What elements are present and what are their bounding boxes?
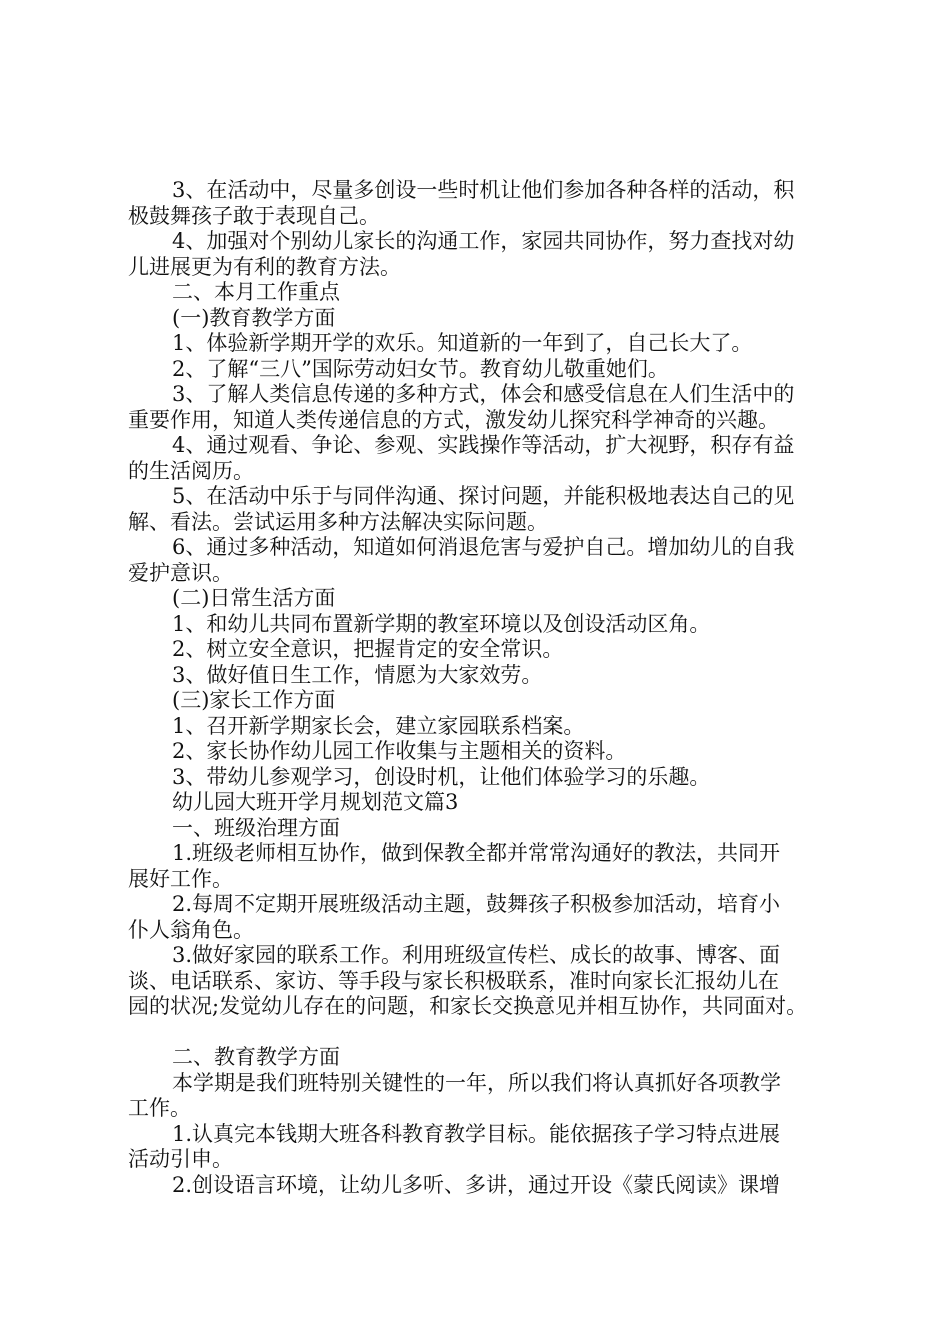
text-line: 解、看法。尝试运用多种方法解决实际问题。 bbox=[128, 509, 548, 534]
text-line: 2、家长协作幼儿园工作收集与主题相关的资料。 bbox=[172, 739, 627, 763]
text-line: 工作。 bbox=[128, 1096, 191, 1120]
text-line: 幼儿园大班开学月规划范文篇3 bbox=[172, 790, 459, 814]
text-line: 2、了解“三八”国际劳动妇女节。教育幼儿敬重她们。 bbox=[172, 356, 669, 381]
text-line: 园的状况;发觉幼儿存在的问题，和家长交换意见并相互协作，共同面对。 bbox=[128, 994, 808, 1018]
text-line: (三)家长工作方面 bbox=[172, 688, 336, 712]
text-line: 2、树立安全意识，把握肯定的安全常识。 bbox=[172, 637, 564, 661]
text-line: (一)教育教学方面 bbox=[172, 305, 336, 330]
text-line: 3、了解人类信息传递的多种方式，体会和感受信息在人们生活中的 bbox=[172, 382, 795, 406]
text-line: 爱护意识。 bbox=[128, 560, 233, 585]
text-line: 重要作用，知道人类传递信息的方式，激发幼儿探究科学神奇的兴趣。 bbox=[128, 407, 779, 432]
text-line: 2.每周不定期开展班级活动主题，鼓舞孩子积极参加活动，培育小 bbox=[172, 892, 781, 916]
document-body bbox=[128, 178, 828, 1198]
text-line: 儿进展更为有利的教育方法。 bbox=[128, 254, 401, 279]
text-line: 3、带幼儿参观学习，创设时机，让他们体验学习的乐趣。 bbox=[172, 764, 711, 789]
text-line: 3.做好家园的联系工作。利用班级宣传栏、成长的故事、博客、面 bbox=[172, 943, 781, 967]
text-line: 谈、电话联系、家访、等手段与家长积极联系，准时向家长汇报幼儿在 bbox=[128, 968, 779, 993]
blank-line bbox=[128, 1020, 828, 1046]
text-line: 仆人翁角色。 bbox=[128, 917, 254, 942]
text-line: 2.创设语言环境，让幼儿多听、多讲，通过开设《蒙氏阅读》课增 bbox=[172, 1172, 781, 1197]
text-line: 二、教育教学方面 bbox=[172, 1045, 340, 1069]
text-line: 1.班级老师相互协作，做到保教全都并常常沟通好的教法，共同开 bbox=[172, 841, 781, 865]
text-line: 展好工作。 bbox=[128, 866, 233, 891]
text-line: 一、班级治理方面 bbox=[172, 815, 340, 840]
text-line: 1、召开新学期家长会，建立家园联系档案。 bbox=[172, 713, 585, 738]
text-line: 4、加强对个别幼儿家长的沟通工作，家园共同协作，努力查找对幼 bbox=[172, 229, 795, 253]
text-line: 本学期是我们班特别关键性的一年，所以我们将认真抓好各项教学 bbox=[172, 1070, 781, 1095]
text-line: 5、在活动中乐于与同伴沟通、探讨问题，并能积极地表达自己的见 bbox=[172, 484, 795, 508]
text-line: (二)日常生活方面 bbox=[172, 586, 336, 610]
text-line: 1、和幼儿共同布置新学期的教室环境以及创设活动区角。 bbox=[172, 611, 711, 636]
text-line: 1、体验新学期开学的欢乐。知道新的一年到了，自己长大了。 bbox=[172, 331, 753, 355]
text-line: 二、本月工作重点 bbox=[172, 280, 340, 304]
text-line: 的生活阅历。 bbox=[128, 458, 254, 483]
text-line: 1.认真完本钱期大班各科教育教学目标。能依据孩子学习特点进展 bbox=[172, 1121, 781, 1146]
text-line: 3、做好值日生工作，情愿为大家效劳。 bbox=[172, 662, 543, 687]
text-line: 3、在活动中，尽量多创设一些时机让他们参加各种各样的活动，积 bbox=[172, 178, 795, 202]
text-line: 4、通过观看、争论、参观、实践操作等活动，扩大视野，积存有益 bbox=[172, 433, 795, 457]
text-line: 极鼓舞孩子敢于表现自己。 bbox=[128, 203, 380, 228]
text-line: 活动引申。 bbox=[128, 1147, 233, 1171]
text-line: 6、通过多种活动，知道如何消退危害与爱护自己。增加幼儿的自我 bbox=[172, 535, 795, 559]
